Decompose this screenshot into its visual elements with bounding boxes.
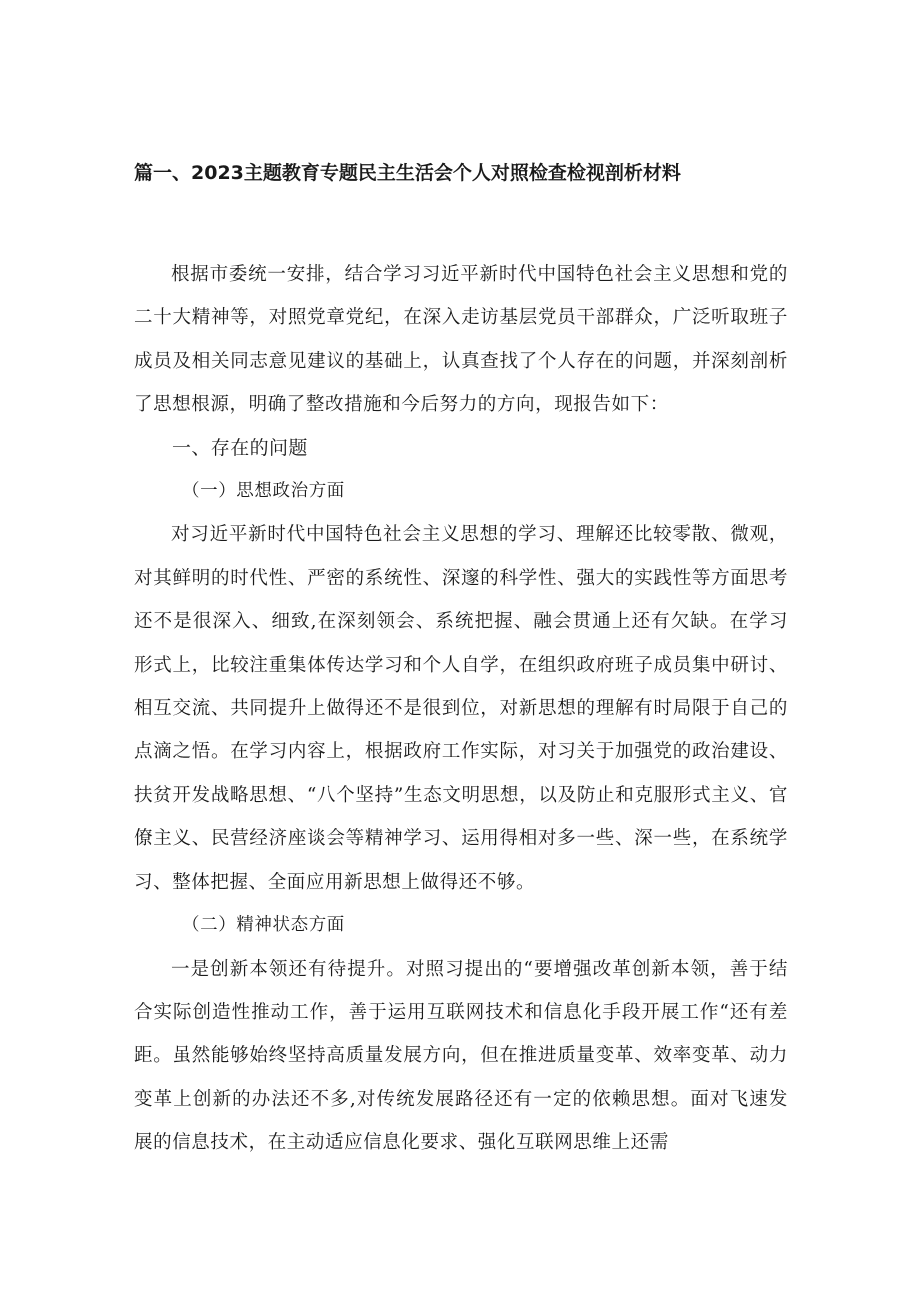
subsection-heading-ideology: （一）思想政治方面	[182, 481, 345, 502]
subsection-heading-spirit: （二）精神状态方面	[182, 915, 345, 936]
section-heading-problems: 一、存在的问题	[172, 436, 308, 459]
spirit-paragraph: 一是创新本领还有待提升。对照习提出的“要增强改革创新本领，善于结合实际创造性推动工作，善于运用互联网技术和信息化手段开展工作“还有差距。虽然能够始终坚持高质量发展方向，但在推进质量变革、效率变革、动力变革上创新的办法还不多,对传统发展路径还有一定的依赖思想。面对飞速发展的信息技术，在主动适应信息化要求、强化互联网思维上还需	[134, 958, 788, 1154]
intro-paragraph: 根据市委统一安排，结合学习习近平新时代中国特色社会主义思想和党的二十大精神等，对照党章党纪，在深入走访基层党员干部群众，广泛听取班子成员及相关同志意见建议的基础上，认真查找了个人存在的问题，并深刻剖析了思想根源，明确了整改措施和今后努力的方向，现报告如下：	[134, 264, 788, 416]
document-body	[134, 253, 788, 1165]
document-title: 篇一、2023主题教育专题民主生活会个人对照检查检视剖析材料	[134, 162, 681, 184]
ideology-paragraph: 对习近平新时代中国特色社会主义思想的学习、理解还比较零散、微观，对其鲜明的时代性、严密的系统性、深邃的科学性、强大的实践性等方面思考还不是很深入、细致,在深刻领会、系统把握、融会贯通上还有欠缺。在学习形式上，比较注重集体传达学习和个人自学，在组织政府班子成员集中研讨、相互交流、共同提升上做得还不是很到位，对新思想的理解有时局限于自己的点滴之悟。在学习内容上，根据政府工作实际，对习关于加强党的政治建设、扶贫开发战略思想、“八个坚持”生态文明思想，以及防止和克服形式主义、官僚主义、民营经济座谈会等精神学习、运用得相对多一些、深一些，在系统学习、整体把握、全面应用新思想上做得还不够。	[134, 524, 788, 893]
